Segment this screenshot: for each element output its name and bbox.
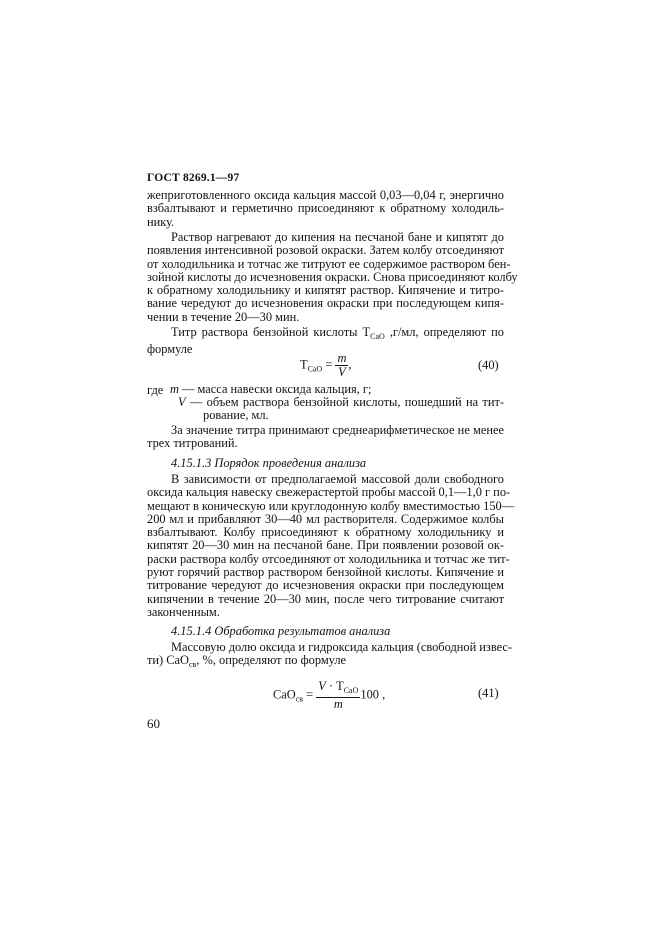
symbol-m: m [170, 382, 179, 396]
equation-number-40: (40) [478, 358, 499, 372]
section-heading-results: 4.15.1.4 Обработка результатов анализа [171, 624, 391, 638]
page-number: 60 [147, 716, 160, 731]
text-line: формуле [147, 342, 193, 357]
text-line: жеприготовленного оксида кальция массой 0,03—0,04 г, энергично [147, 188, 504, 202]
text-line: трех титрований. [147, 436, 238, 451]
text-line: титрование чередуют до исчезновения окраски при последующем [147, 578, 504, 593]
document-header: ГОСТ 8269.1—97 [147, 172, 240, 184]
text-line: кипятят 20—30 мин на песчаной бане. При появлении розовой ок- [147, 538, 504, 553]
text-line: от холодильника и тотчас же титруют ее содержимое раствором бен- [147, 256, 511, 271]
text-line: к обратному холодильнику и кипятят раствор. Кипячение и титро- [147, 283, 504, 298]
text-line: Титр раствора бензойной кислоты $Т_{CaO}$ ,г/мл, определяют по [171, 325, 505, 341]
where-item-m: m — масса навески оксида кальция, г; [170, 382, 372, 396]
paragraph-boiling [147, 230, 518, 324]
text-line: зойной кислоты до исчезновения окраски. Снова присоединяют колбу [147, 269, 518, 284]
where-label: где [147, 383, 164, 397]
text-line: Раствор нагревают до кипения на песчаной бане и кипятят до [171, 230, 504, 244]
text-line: ти) CaO$_{св}$, %, определяют по формуле [147, 653, 347, 670]
text-line: В зависимости от предполагаемой массовой доли свободного [171, 472, 504, 486]
paragraph-results [147, 640, 513, 672]
section-heading-procedure: 4.15.1.3 Порядок проведения анализа [171, 456, 367, 470]
text-line: руют горячий раствор раствором бензойной кислоты. Кипячение и [147, 565, 504, 580]
text-line: раски раствора колбу отсоединяют от холодильника и тотчас же тит- [147, 551, 510, 566]
text-line: чении в течение 20—30 мин. [147, 309, 300, 324]
symbol-v: V [178, 395, 186, 409]
paragraph-average [147, 424, 504, 451]
text-line: вание чередуют до исчезновения окраски при последующем кипя- [147, 296, 504, 311]
formula-40: $Т_{CaO}$ = $\frac{m}{V}$ , [300, 351, 352, 379]
text-line: появления интенсивной розовой окраски. Затем колбу отсоединяют [147, 243, 504, 258]
fraction: $\frac{V \cdot Т_{CaO}}{m}$ [318, 679, 359, 711]
text-line: оксида кальция навеску свежерастертой пробы массой 0,1—1,0 г по- [147, 485, 511, 500]
text-line: кипячении в течение 20—30 мин, после чего титрование считают [147, 591, 504, 606]
text-line: За значение титра принимают среднеарифметическое не менее [171, 423, 504, 437]
text-line: нику. [147, 214, 175, 229]
text-line: взбалтывают и герметично присоединяют к обратному холодиль- [147, 201, 504, 216]
text-line: Массовую долю оксида и гидроксида кальция (свободной извес- [171, 640, 513, 654]
text-line: взбалтывают. Колбу присоединяют к обратному холодильнику и [147, 525, 504, 540]
formula-41: CaO$_{св}$ = $\frac{V \cdot Т_{CaO}}{m}$ 100 , [273, 679, 386, 711]
text-line: 200 мл и прибавляют 30—40 мл растворителя. Содержимое колбы [147, 511, 504, 526]
paragraph-continuation [147, 189, 504, 229]
fraction: $\frac{m}{V}$ [337, 351, 347, 379]
paragraph-procedure [147, 472, 515, 619]
text-line: законченным. [147, 604, 220, 619]
where-item-v: V — объем раствора бензойной кислоты, пошедший на тит- рование, мл. [178, 395, 504, 423]
text-line: мещают в коническую или круглодонную колбу вместимостью 150— [147, 498, 515, 513]
equation-number-41: (41) [478, 686, 499, 700]
